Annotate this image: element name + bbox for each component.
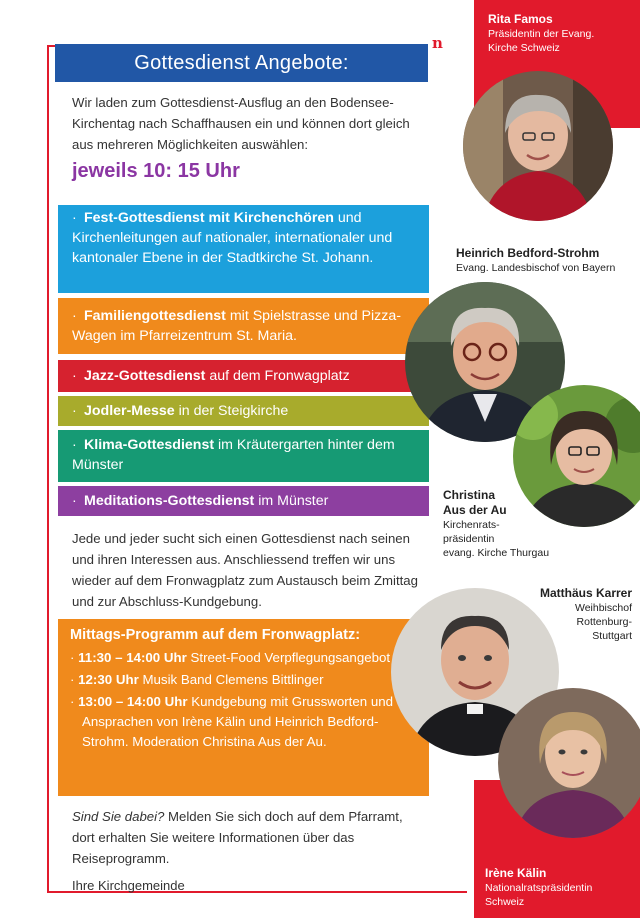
after-service-text: Jede und jeder sucht sich einen Gottesdienst nach seinen und ihren Interessen aus. Anschliessend treffen wir uns wieder auf dem Fronwagplatz zum Austausch beim Zmittag und zur Abschluss-Kundgebung. xyxy=(72,531,418,609)
bullet: · xyxy=(70,650,75,665)
person-role: Weihbischof xyxy=(574,602,632,614)
closing-body: Melden Sie sich doch auf dem Pfarramt, dort erhalten Sie weitere Informationen über das Reiseprogramm. xyxy=(72,809,403,866)
person-role: Kirchenrats- xyxy=(443,519,500,531)
midday-text: Kundgebung mit Grussworten und Ansprachen von Irène Kälin und Heinrich Bedford-Strohm. Moderation Christina Aus der Au. xyxy=(82,694,394,749)
midday-time: 13:00 – 14:00 Uhr xyxy=(78,694,188,709)
portrait-rita-famos xyxy=(463,71,613,221)
person-role: Rottenburg- xyxy=(576,616,632,628)
person-name: Heinrich Bedford-Strohm xyxy=(456,246,600,260)
offer-title: Klima-Gottesdienst xyxy=(84,437,215,453)
service-time: jeweils 10: 15 Uhr xyxy=(72,160,240,182)
offer-details: mit Spielstrasse und Pizza-Wagen im Pfarreizentrum St. Maria. xyxy=(72,308,401,344)
offer-klima-gottesdienst xyxy=(58,430,429,482)
person-name: Aus der Au xyxy=(443,503,507,517)
offer-title: Jodler-Messe xyxy=(84,403,175,419)
offer-jodler-messe xyxy=(58,396,429,426)
bullet: · xyxy=(72,308,77,324)
bullet: · xyxy=(72,493,77,509)
portrait-irene-kaelin xyxy=(498,688,640,838)
offer-jazz-gottesdienst xyxy=(58,360,429,392)
person-role: präsidentin xyxy=(443,533,495,545)
midday-item xyxy=(70,692,419,752)
offer-meditations-gottesdienst xyxy=(58,486,429,516)
person-role: Kirche Schweiz xyxy=(488,42,560,54)
person-name: Irène Kälin xyxy=(485,866,547,880)
bullet: · xyxy=(72,437,77,453)
bullet: · xyxy=(72,368,77,384)
person-role: Evang. Landesbischof von Bayern xyxy=(456,262,616,274)
bullet: · xyxy=(72,210,77,226)
signoff: Ihre Kirchgemeinde xyxy=(72,878,185,893)
person-name: Matthäus Karrer xyxy=(539,586,632,600)
midday-text: Street-Food Verpflegungsangebot xyxy=(186,650,391,665)
bullet: · xyxy=(72,403,77,419)
corner-mark: n xyxy=(432,34,443,52)
person-role: evang. Kirche Thurgau xyxy=(443,547,550,559)
midday-heading: Mittags-Programm auf dem Fronwagplatz: xyxy=(70,627,361,643)
intro-text: Wir laden zum Gottesdienst-Ausflug an den Bodensee-Kirchentag nach Schaffhausen ein und können dort gleich aus mehreren Möglichkeiten auswählen: xyxy=(72,95,410,152)
offer-details: in der Steigkirche xyxy=(174,403,289,419)
person-name: Rita Famos xyxy=(488,12,553,26)
frame-left-line xyxy=(47,45,49,893)
offer-details: und Kirchenleitungen auf nationaler, internationaler und kantonaler Ebene in der Stadtkirche St. Johann. xyxy=(72,210,393,266)
page-title: Gottesdienst Angebote: xyxy=(55,44,428,82)
person-role: Schweiz xyxy=(485,896,525,908)
offer-details: auf dem Fronwagplatz xyxy=(205,368,350,384)
person-role: Stuttgart xyxy=(592,630,632,642)
offer-title: Fest-Gottesdienst mit Kirchenchören xyxy=(84,210,334,226)
offer-title: Meditations-Gottesdienst xyxy=(84,493,255,509)
bullet: · xyxy=(70,694,75,709)
bullet: · xyxy=(70,672,75,687)
caption-irene-kaelin xyxy=(485,866,592,909)
offer-fest-gottesdienst xyxy=(58,205,429,293)
midday-text: Musik Band Clemens Bittlinger xyxy=(138,672,324,687)
offer-title: Jazz-Gottesdienst xyxy=(84,368,206,384)
midday-item xyxy=(70,670,419,690)
offer-details: im Kräutergarten hinter dem Münster xyxy=(72,437,395,473)
offer-details: im Münster xyxy=(254,493,329,509)
offer-familiengottesdienst xyxy=(58,298,429,354)
person-role: Nationalratspräsidentin xyxy=(485,882,593,894)
midday-item xyxy=(70,648,419,668)
midday-time: 11:30 – 14:00 Uhr xyxy=(78,650,187,665)
person-name: Christina xyxy=(443,488,496,502)
midday-program-box xyxy=(58,619,429,796)
person-role: Präsidentin der Evang. xyxy=(488,28,595,40)
closing-text xyxy=(72,806,412,869)
closing-question: Sind Sie dabei? xyxy=(72,809,165,824)
caption-heinrich-bedford-strohm xyxy=(456,246,615,275)
midday-time: 12:30 Uhr xyxy=(78,672,139,687)
caption-rita-famos xyxy=(488,12,594,55)
offer-title: Familiengottesdienst xyxy=(84,308,226,324)
